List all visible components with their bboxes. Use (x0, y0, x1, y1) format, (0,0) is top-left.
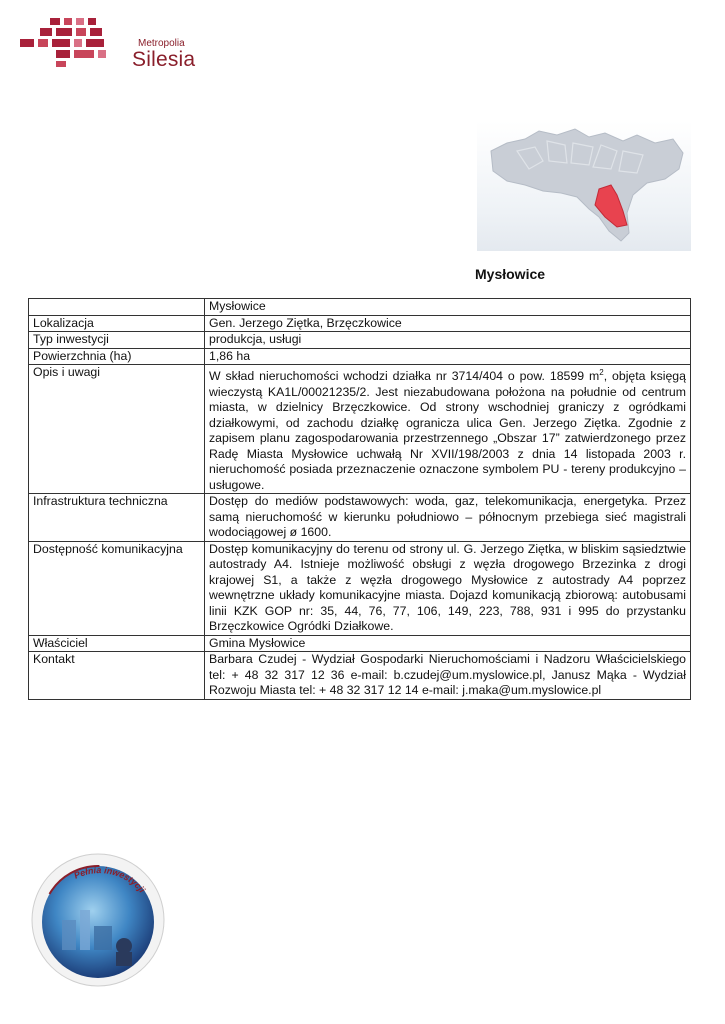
badge-text-2: inwestycji (103, 865, 148, 895)
table-row (29, 315, 691, 332)
row-value-owner: Gmina Mysłowice (205, 635, 691, 652)
table-row (29, 299, 691, 316)
row-key-contact: Kontakt (29, 652, 205, 700)
description-text-start: W skład nieruchomości wchodzi działka nr 3714/404 o pow. 18599 m (209, 369, 600, 384)
full-investment-badge (28, 850, 168, 990)
metropolia-silesia-logo (20, 14, 196, 71)
table-row (29, 365, 691, 494)
description-superscript: 2 (599, 368, 604, 377)
region-map-icon (477, 121, 691, 251)
row-value-accessibility: Dostęp komunikacyjny do terenu od strony ul. G. Jerzego Ziętka, w bliskim sąsiedztwie autostrady A4. Istnieje możliwość obsługi z węzła drogowego Brzezinka z drogi krajowej S1, a także z węzła drogowego Mysłowice z autostrady A4 poprzez wewnętrzne układy komunikacyjne miasta. Dojazd komunikacją zbiorową: autobusami linii KZK GOP nr: 35, 44, 76, 77, 106, 149, 223, 788, 931 i 995 do przystanku Brzęczkowice Ogródki Działkowe. (205, 541, 691, 635)
logo-mark-icon (20, 14, 130, 70)
row-key-infrastructure: Infrastruktura techniczna (29, 494, 205, 542)
row-key-owner: Właściciel (29, 635, 205, 652)
row-key-location: Lokalizacja (29, 315, 205, 332)
logo-text-silesia: Silesia (132, 48, 196, 71)
row-key-area: Powierzchnia (ha) (29, 348, 205, 365)
table-row (29, 332, 691, 349)
location-map (477, 121, 691, 251)
row-value-infrastructure: Dostęp do mediów podstawowych: woda, gaz, telekomunikacja, energetyka. Przez samą nieruchomość w kierunku południowo – północnym przebiega sieć magistrali wodociągowej ø 1600. (205, 494, 691, 542)
globe-badge-icon (28, 850, 168, 990)
property-info-table (28, 298, 691, 700)
badge-text-1: Pełnia (72, 865, 102, 881)
row-key-investment-type: Typ inwestycji (29, 332, 205, 349)
table-row (29, 635, 691, 652)
row-key-accessibility: Dostępność komunikacyjna (29, 541, 205, 635)
table-row (29, 348, 691, 365)
row-value-city: Mysłowice (205, 299, 691, 316)
page-title: Mysłowice (475, 266, 546, 282)
row-key-description: Opis i uwagi (29, 365, 205, 494)
description-text-end: , objęta księgą wieczystą KA1L/00021235/2. Jest niezabudowana położona na południe od centrum miasta, w dzielnicy Brzęczkowice. Od strony wschodniej graniczy z ogródkami działkowymi, od zachodu działkę ogranicza ulica Gen. Jerzego Ziętka. Zgodnie z zapisem planu zagospodarowania przestrzennego „Obszar 17” zatwierdzonego przez Radę Miasta Mysłowice uchwałą Nr XVII/198/2003 z dnia 14 listopada 2003 r. nieruchomość posiada przeznaczenie oznaczone symbolem PU - tereny produkcyjno – usługowe. (209, 369, 686, 492)
row-value-investment-type: produkcja, usługi (205, 332, 691, 349)
table-row (29, 652, 691, 700)
row-key (29, 299, 205, 316)
table-row (29, 541, 691, 635)
row-value-contact: Barbara Czudej - Wydział Gospodarki Nieruchomościami i Nadzoru Właścicielskiego tel: + 48 32 317 12 36 e-mail: b.czudej@um.myslowice.pl, Janusz Mąka - Wydział Rozwoju Miasta tel: + 48 32 317 12 14 e-mail: j.maka@um.myslowice.pl (205, 652, 691, 700)
logo-text-metropolia: Metropolia (138, 38, 185, 49)
row-value-location: Gen. Jerzego Ziętka, Brzęczkowice (205, 315, 691, 332)
row-value-description (205, 365, 691, 494)
row-value-area: 1,86 ha (205, 348, 691, 365)
table-row (29, 494, 691, 542)
